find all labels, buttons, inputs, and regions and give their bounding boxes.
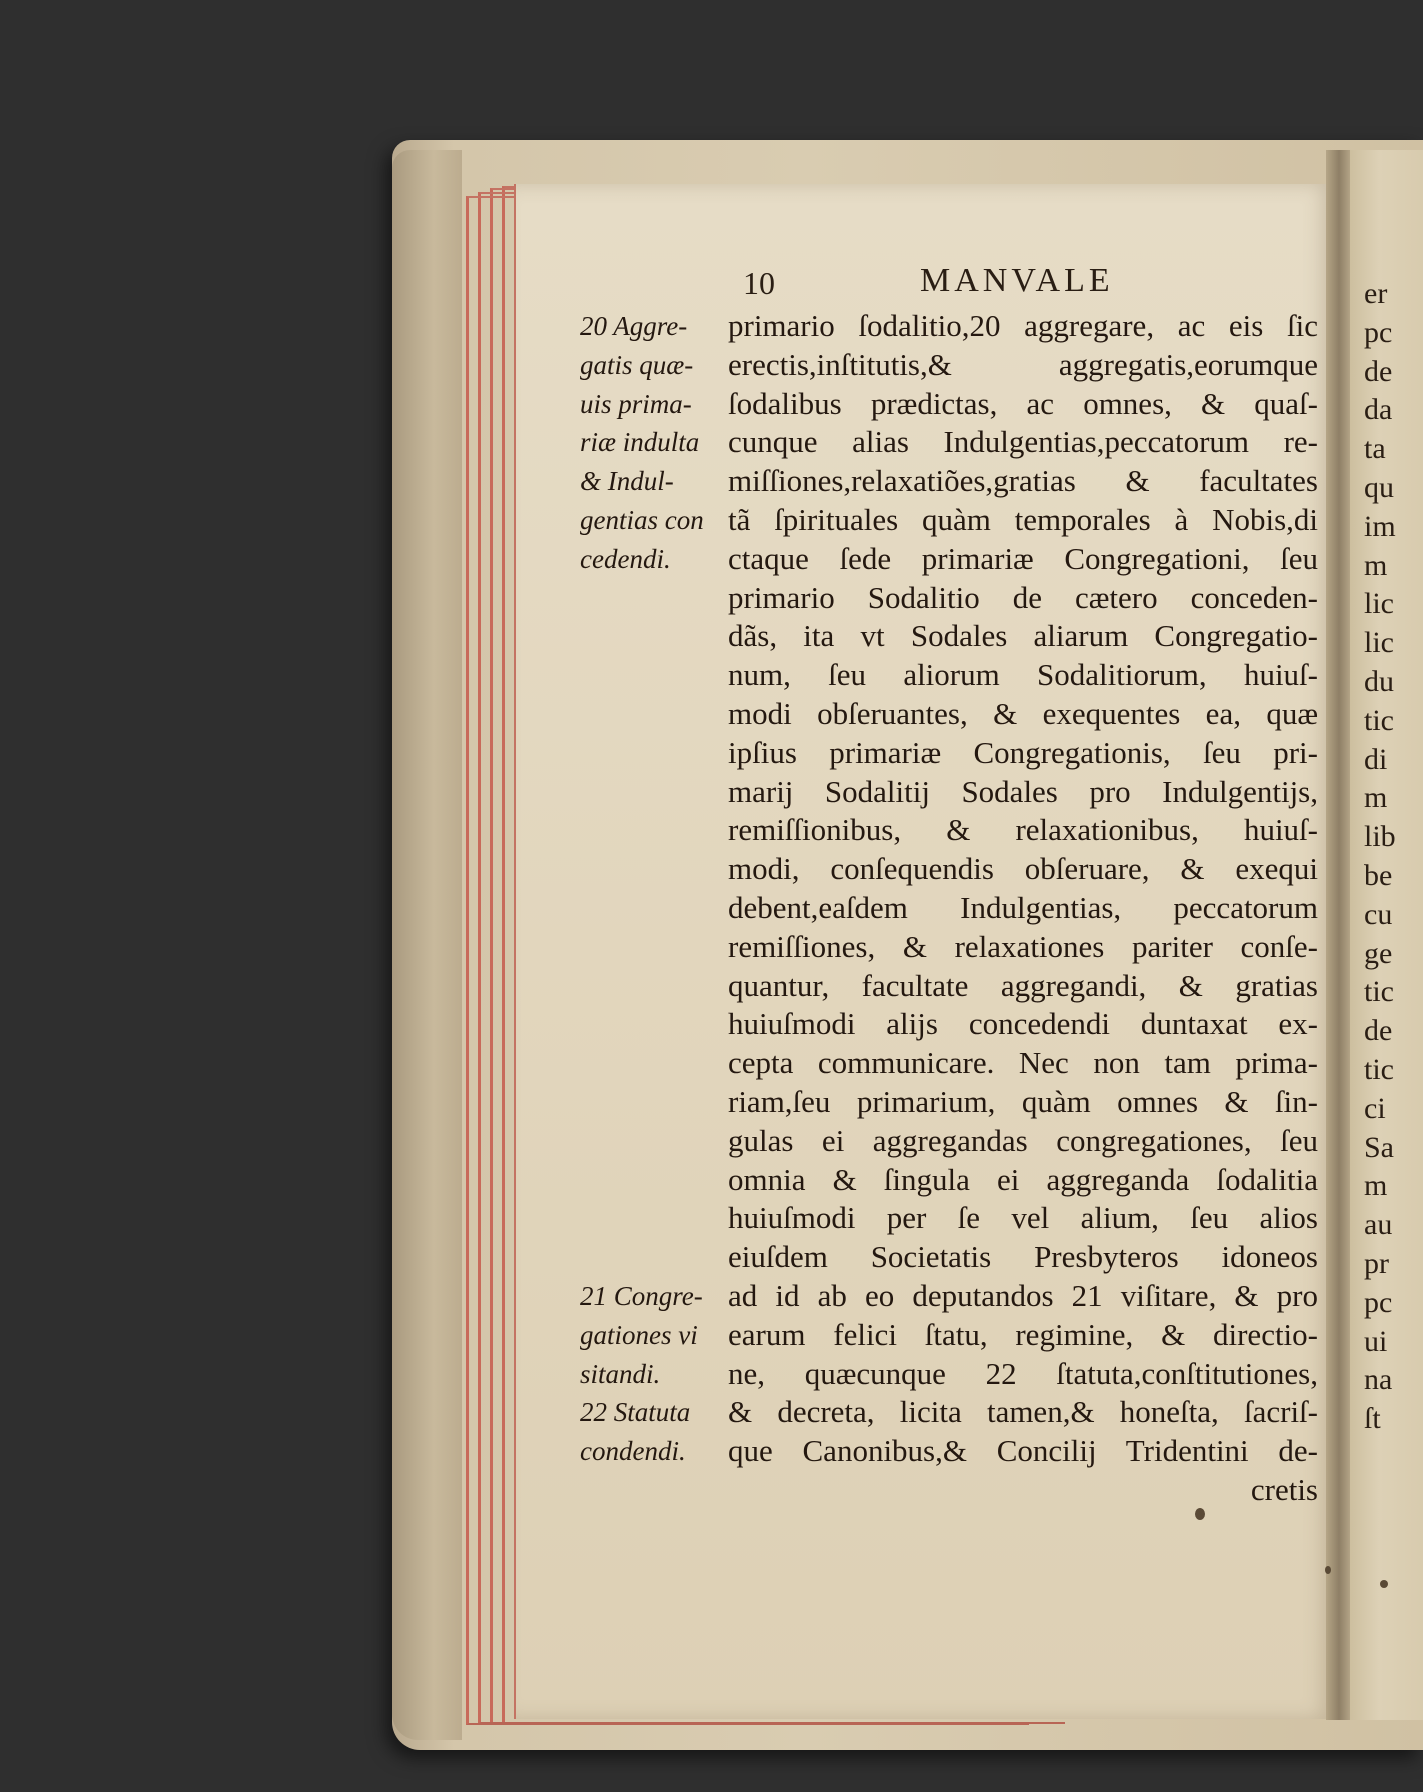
- facing-page-fragment: de: [1364, 1014, 1393, 1048]
- text-line: riam,ſeu primarium, quàm omnes & ſin-: [728, 1083, 1318, 1119]
- text-line: eiuſdem Societatis Presbyteros idoneos: [728, 1239, 1318, 1275]
- facing-page-fragment: tic: [1364, 1053, 1394, 1086]
- facing-page-fragment: lic: [1364, 626, 1394, 660]
- text-line: modi, conſequendis obſeruare, & exequi: [728, 851, 1318, 887]
- facing-page-fragment: be: [1364, 859, 1393, 892]
- facing-page-fragment: du: [1364, 665, 1394, 698]
- margin-note-line: riæ indulta: [580, 427, 700, 458]
- text-line: que Canonibus,& Concilij Tridentini de-: [728, 1433, 1318, 1469]
- facing-page-fragment: pc: [1364, 315, 1393, 349]
- text-line: quantur, facultate aggregandi, & gratias: [728, 967, 1318, 1003]
- catchword: cretis: [1250, 1471, 1318, 1507]
- text-line: tã ſpirituales quàm temporales à Nobis,di: [728, 501, 1318, 537]
- margin-note-line: condendi.: [580, 1435, 686, 1466]
- facing-page-fragment: er: [1364, 277, 1388, 310]
- facing-page-fragment: na: [1364, 1363, 1393, 1397]
- text-line: remiſſiones, & relaxationes pariter conſe-: [728, 928, 1318, 964]
- facing-page-fragment: di: [1364, 742, 1388, 776]
- text-line: primario Sodalitio de cætero conceden-: [728, 579, 1318, 615]
- margin-note-line: 20 Aggre-: [580, 311, 688, 341]
- facing-page-fragment: tic: [1364, 703, 1394, 737]
- facing-page-fragment: au: [1364, 1208, 1393, 1242]
- text-line: miſſiones,relaxatiões,gratias & facultates: [728, 463, 1318, 499]
- facing-page-fragment: m: [1364, 1169, 1388, 1203]
- text-line: dãs, ita vt Sodales aliarum Congregatio-: [728, 618, 1318, 654]
- facing-page-fragment: m: [1364, 548, 1388, 582]
- margin-note-line: uis prima-: [580, 388, 692, 419]
- facing-page-fragment: m: [1364, 781, 1388, 815]
- facing-page-fragment: pr: [1364, 1247, 1389, 1280]
- text-line: gulas ei aggregandas congregationes, ſeu: [728, 1122, 1318, 1158]
- text-line: cepta communicare. Nec non tam prima-: [728, 1045, 1318, 1081]
- facing-page: [1350, 150, 1423, 1720]
- margin-note-line: sitandi.: [580, 1358, 661, 1389]
- text-line: ne, quæcunque 22 ſtatuta,conſtitutiones,: [728, 1355, 1318, 1391]
- ink-spot: [1380, 1580, 1388, 1588]
- facing-page-fragment: da: [1364, 393, 1393, 427]
- facing-page-fragment: ſt: [1364, 1402, 1381, 1436]
- text-line: huiuſmodi per ſe vel alium, ſeu alios: [728, 1200, 1318, 1236]
- text-line: marij Sodalitij Sodales pro Indulgentijs,: [728, 773, 1318, 809]
- book-gutter: [1326, 150, 1352, 1720]
- text-line: debent,eaſdem Indulgentias, peccatorum: [728, 889, 1318, 925]
- text-line: num, ſeu aliorum Sodalitiorum, huiuſ-: [728, 657, 1318, 693]
- margin-note-line: & Indul-: [580, 466, 674, 497]
- facing-page-fragment: qu: [1364, 471, 1394, 504]
- facing-page-fragment: tic: [1364, 975, 1394, 1009]
- margin-note-21: [580, 1277, 728, 1393]
- text-line: ipſius primariæ Congregationis, ſeu pri-: [728, 734, 1318, 770]
- text-line: omnia & ſingula ei aggreganda ſodalitia: [728, 1161, 1318, 1197]
- text-line: erectis,inſtitutis,& aggregatis,eorumque: [728, 346, 1318, 382]
- text-line: earum felici ſtatu, regimine, & directio-: [728, 1316, 1318, 1352]
- text-line: & decreta, licita tamen,& honeſta, ſacriſ-: [728, 1394, 1318, 1430]
- margin-note-line: gatis quæ-: [580, 349, 694, 380]
- margin-note-20: [580, 307, 728, 579]
- margin-note-line: gentias con: [580, 504, 704, 535]
- facing-page-fragment: Sa: [1364, 1130, 1394, 1164]
- margin-note-line: 21 Congre-: [580, 1281, 703, 1311]
- text-line: cunque alias Indulgentias,peccatorum re-: [728, 424, 1318, 460]
- facing-page-fragment: lic: [1364, 587, 1394, 621]
- facing-page-fragment: de: [1364, 354, 1393, 388]
- margin-note-line: gationes vi: [580, 1319, 698, 1350]
- text-line: remiſſionibus, & relaxationibus, huiuſ-: [728, 812, 1318, 848]
- text-line: ad id ab eo deputandos 21 viſitare, & pro: [728, 1277, 1318, 1313]
- facing-page-fragment: lib: [1364, 820, 1396, 854]
- ink-spot: [1195, 1508, 1205, 1520]
- margin-note-22: [580, 1393, 728, 1471]
- text-line: huiuſmodi alijs concedendi duntaxat ex-: [728, 1006, 1318, 1042]
- facing-page-fragment: cu: [1364, 897, 1393, 931]
- facing-page-fragment: im: [1364, 509, 1396, 543]
- margin-note-line: 22 Statuta: [580, 1397, 691, 1427]
- page-number: 10: [743, 265, 775, 301]
- body-text: [728, 307, 1328, 1510]
- facing-page-fragment: ta: [1364, 432, 1386, 466]
- text-line: modi obſeruantes, & exequentes ea, quæ: [728, 695, 1318, 731]
- facing-page-fragment: ui: [1364, 1324, 1388, 1358]
- text-line: ſodalibus prædictas, ac omnes, & quaſ-: [728, 385, 1318, 421]
- facing-page-fragment: ci: [1364, 1091, 1386, 1125]
- book-cover-edge: [392, 150, 462, 1740]
- facing-page-fragment: ge: [1364, 936, 1393, 970]
- text-line: primario ſodalitio,20 aggregare, ac eis ſic: [728, 308, 1318, 343]
- ink-spot: [1325, 1566, 1331, 1574]
- facing-page-fragment: pc: [1364, 1285, 1393, 1319]
- running-head: MANVALE: [920, 262, 1114, 299]
- text-line: ctaque ſede primariæ Congregationi, ſeu: [728, 540, 1318, 576]
- margin-note-line: cedendi.: [580, 543, 671, 574]
